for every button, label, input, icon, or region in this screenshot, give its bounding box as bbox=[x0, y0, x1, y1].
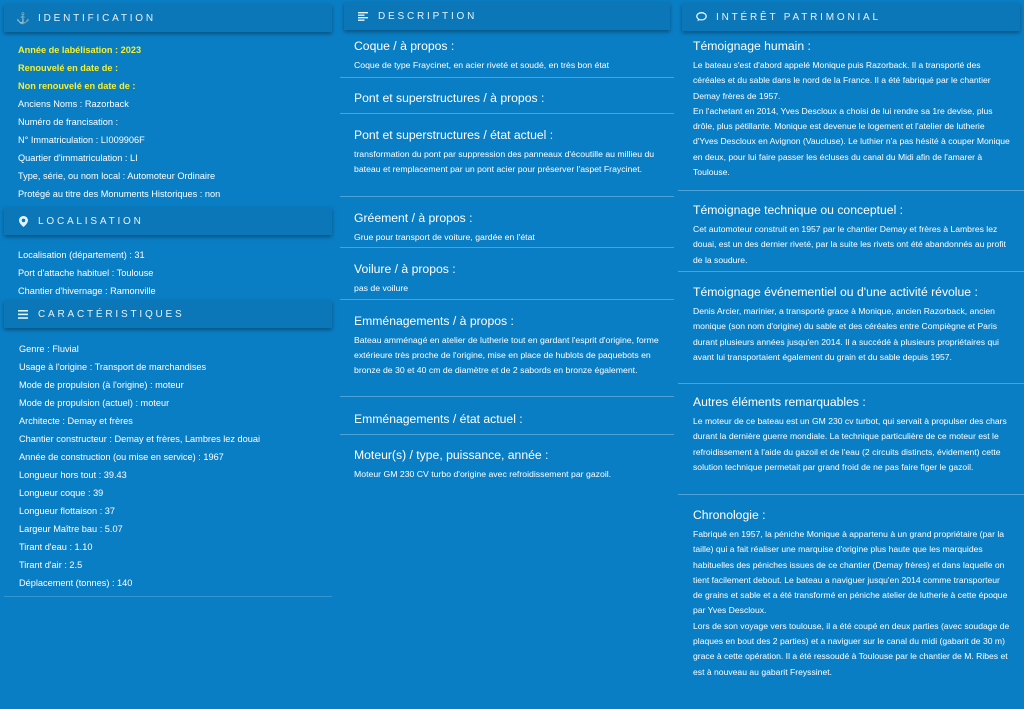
overall-length: Longueur hors tout : 39.43 bbox=[19, 470, 127, 480]
winter-yard: Chantier d'hivernage : Ramonville bbox=[18, 286, 156, 296]
original-propulsion: Mode de propulsion (à l'origine) : moteur bbox=[19, 380, 184, 390]
architect: Architecte : Demay et frères bbox=[19, 416, 133, 426]
caracteristiques-body bbox=[0, 328, 336, 592]
desc-moteur-text: Moteur GM 230 CV turbo d'origine avec refroidissement par gazoil. bbox=[354, 469, 612, 479]
registration-district: Quartier d'immatriculation : LI bbox=[18, 153, 138, 163]
department: Localisation (département) : 31 bbox=[18, 250, 145, 260]
int-technique-text: Cet automoteur construit en 1957 par le chantier Demay et frères à Lambres lez douai, est un des dernier riveté, par la suite les rivets ont été abandonnés au profit de la soudure. bbox=[693, 224, 1006, 265]
identification-body bbox=[0, 32, 336, 203]
desc-voilure-title: Voilure / à propos : bbox=[354, 262, 456, 276]
renewed-date: Renouvelé en date de : bbox=[18, 63, 119, 73]
int-technique-section bbox=[678, 191, 1024, 272]
original-use: Usage à l'origine : Transport de marchandises bbox=[19, 362, 207, 372]
speech-bubble-icon bbox=[694, 12, 708, 22]
beam: Largeur Maître bau : 5.07 bbox=[19, 524, 123, 534]
caracteristiques-header bbox=[4, 300, 332, 328]
int-technique-title: Témoignage technique ou conceptuel : bbox=[693, 203, 904, 217]
current-propulsion: Mode de propulsion (actuel) : moteur bbox=[19, 398, 170, 408]
localisation-title: LOCALISATION bbox=[38, 215, 144, 227]
desc-greement-text: Grue pour transport de voiture, gardée en l'état bbox=[354, 232, 535, 242]
int-humain-section bbox=[678, 31, 1024, 191]
displacement: Déplacement (tonnes) : 140 bbox=[19, 578, 133, 588]
not-renewed-date: Non renouvelé en date de : bbox=[18, 81, 136, 91]
localisation-body bbox=[0, 235, 336, 300]
desc-emmenagement-about-title: Emménagements / à propos : bbox=[354, 314, 514, 328]
desc-moteur-title: Moteur(s) / type, puissance, année : bbox=[354, 448, 549, 462]
historic-monument-status: Protégé au titre des Monuments Historiques : non bbox=[18, 189, 221, 199]
right-column bbox=[678, 0, 1024, 680]
int-humain-title: Témoignage humain : bbox=[693, 39, 811, 53]
description-header bbox=[344, 2, 670, 30]
vessel-type: Type, série, ou nom local : Automoteur Ordinaire bbox=[18, 171, 216, 181]
desc-coque-section bbox=[340, 30, 674, 78]
desc-greement-title: Gréement / à propos : bbox=[354, 211, 473, 225]
int-autres-section bbox=[678, 384, 1024, 495]
desc-coque-title: Coque / à propos : bbox=[354, 39, 455, 53]
former-names: Anciens Noms : Razorback bbox=[18, 99, 129, 109]
waterline-length: Longueur flottaison : 37 bbox=[19, 506, 116, 516]
int-chronologie-section bbox=[678, 495, 1024, 680]
builder-yard: Chantier constructeur : Demay et frères, Lambres lez douai bbox=[19, 434, 261, 444]
int-autres-text: Le moteur de ce bateau est un GM 230 cv turbot, qui servait à propulser des chars durant la dernière guerre mondiale. La technique particulière de ce moteur est le refroidissement à l'aide du gazoil et de l'eau (2 circuits distincts, évidement) cette solution technique permetait par grand froid de ne pas faire figer le gazoil. bbox=[693, 416, 1007, 472]
desc-greement-section bbox=[340, 197, 674, 248]
map-pin-icon bbox=[16, 216, 30, 227]
int-evenementiel-text: Denis Arcier, marinier, a transporté grace à Monique, ancien Razorback, ancien monique (son nom d'origine) du sable et des céréales entre Compiègne et Paris durant plusieurs années jusqu'en 2014. Il a succédé à plusieurs propriétaires qui avant lui transportaient également du grain et du sable depuis 1957. bbox=[693, 306, 999, 362]
desc-pont-state-title: Pont et superstructures / état actuel : bbox=[354, 128, 554, 142]
desc-voilure-text: pas de voilure bbox=[354, 283, 409, 293]
int-chronologie-title: Chronologie : bbox=[693, 508, 766, 522]
list-icon bbox=[16, 310, 30, 319]
home-port: Port d'attache habituel : Toulouse bbox=[18, 268, 154, 278]
align-left-icon bbox=[356, 12, 370, 21]
desc-voilure-section bbox=[340, 248, 674, 300]
hull-length: Longueur coque : 39 bbox=[19, 488, 104, 498]
desc-emmenagement-state-section bbox=[340, 397, 674, 435]
draught: Tirant d'eau : 1.10 bbox=[19, 542, 93, 552]
construction-year: Année de construction (ou mise en service) : 1967 bbox=[19, 452, 224, 462]
desc-pont-about-title: Pont et superstructures / à propos : bbox=[354, 91, 545, 105]
desc-pont-state-section bbox=[340, 114, 674, 197]
caracteristiques-title: CARACTÉRISTIQUES bbox=[38, 308, 185, 320]
desc-pont-about-section bbox=[340, 78, 674, 114]
desc-pont-state-text: transformation du pont par suppression des panneaux d'écoutille au millieu du bateau et remplacement par un pont acier pour préserver l'aspet Fraycinet. bbox=[354, 149, 655, 175]
anchor-icon: ⚓ bbox=[16, 12, 30, 25]
genre: Genre : Fluvial bbox=[19, 344, 79, 354]
identification-title: IDENTIFICATION bbox=[38, 12, 156, 24]
interet-header bbox=[682, 3, 1020, 31]
air-draught: Tirant d'air : 2.5 bbox=[19, 560, 83, 570]
desc-emmenagement-about-section bbox=[340, 300, 674, 397]
labelisation-year: Année de labélisation : 2023 bbox=[18, 45, 142, 55]
desc-coque-text: Coque de type Fraycinet, en acier riveté et soudé, en très bon état bbox=[354, 60, 609, 70]
int-evenementiel-section bbox=[678, 272, 1024, 384]
desc-emmenagement-state-title: Emménagements / état actuel : bbox=[354, 412, 523, 426]
left-bottom-divider bbox=[4, 596, 332, 597]
int-autres-title: Autres éléments remarquables : bbox=[693, 395, 866, 409]
interet-title: INTÉRÊT PATRIMONIAL bbox=[716, 11, 881, 23]
int-humain-text: Le bateau s'est d'abord appelé Monique puis Razorback. Il a transporté des céréales et du sable dans le nord de la France. Il a été fabriqué par le chantier Demay frères de 1957. En l'achetant en 2014, Yves Descloux a choisi de lui rendre sa 1re devise, plus drôle, plus pétillante. Monique est devenue le logement et l'atelier de lutherie d'Yves Descloux en Avignon (Vaucluse). Le luthier n'a pas hésité à couper Monique en deux, pour lui faire passer les écluses du canal du Midi afin de l'amarer à Toulouse. bbox=[693, 60, 1010, 178]
registration-number: N° Immatriculation : LI009906F bbox=[18, 135, 145, 145]
left-column bbox=[0, 0, 336, 597]
francisation-number: Numéro de francisation : bbox=[18, 117, 119, 127]
identification-header bbox=[4, 4, 332, 32]
middle-column bbox=[340, 0, 674, 482]
int-chronologie-text: Fabriqué en 1957, la péniche Monique à appartenu à un grand propriétaire (par la taille) qui a fait réaliser une marquise d'origine plus haute que les marquides habituelles des péniches issues de ce chantier (Demay frères) et dans laquelle on tient facilement debout. Le bateau a naviguer jusqu'en 2014 comme transporteur de grains et sable et a été transformé en péniche atelier de lutherie à cette époque par Yves Descloux. Lors de son voyage vers toulouse, il a été coupé en deux parties (avec soudage de plaques en bout des 2 parties) et a naviguer sur le canal du midi (gabarit de 30 m) grace à cette opération. Il a été ressoudé à Toulouse par le chantier de M. Ribes et est à nouveau au gabarit Freyssinet. bbox=[693, 529, 1010, 677]
int-evenementiel-title: Témoignage événementiel ou d'une activité révolue : bbox=[693, 285, 978, 299]
desc-emmenagement-about-text: Bateau amménagé en atelier de lutherie tout en gardant l'esprit d'origine, forme extérieure très proche de l'origine, mise en place de hublots de paquebots en bronze de 30 et 40 cm de diamètre et de 2 sabords en bronze également. bbox=[354, 335, 659, 376]
description-title: DESCRIPTION bbox=[378, 10, 478, 22]
desc-moteur-section bbox=[340, 435, 674, 482]
localisation-header bbox=[4, 207, 332, 235]
